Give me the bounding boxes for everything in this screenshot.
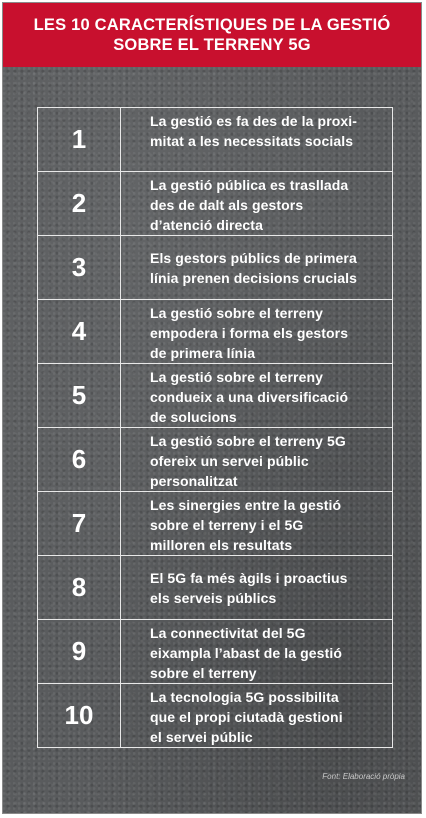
table-row [37,108,393,172]
title-banner [3,3,421,67]
row-number: 9 [37,620,121,683]
table-row [37,364,393,428]
source-note: Font: Elaboració pròpia [322,772,405,781]
row-text: La gestió sobre el terreny condueix a una diversificació de solucions [121,364,393,427]
characteristics-table [37,107,393,748]
title-line-1: LES 10 CARACTERÍSTIQUES DE LA GESTIÓ [33,16,391,34]
row-number: 5 [37,364,121,427]
row-number: 7 [37,492,121,555]
table-row [37,492,393,556]
title-line-2: SOBRE EL TERRENY 5G [113,36,311,54]
infographic [2,2,422,814]
row-text: Els gestors públics de primera línia prenen decisions crucials [121,236,393,299]
row-number: 3 [37,236,121,299]
row-number: 6 [37,428,121,491]
row-number: 1 [37,108,121,171]
table-row [37,620,393,684]
table-row [37,428,393,492]
row-text: La connectivitat del 5G eixampla l’abast de la gestió sobre el terreny [121,620,393,683]
chalkboard-panel [3,67,421,813]
row-number: 8 [37,556,121,619]
row-number: 10 [37,684,121,747]
table-row [37,236,393,300]
row-text: La gestió es fa des de la proxi- mitat a les necessitats socials [121,108,393,171]
row-text: La tecnologia 5G possibilita que el propi ciutadà gestioni el servei públic [121,684,393,747]
row-number: 4 [37,300,121,363]
table-row [37,684,393,748]
table-row [37,300,393,364]
table-row [37,556,393,620]
row-text: La gestió sobre el terreny 5G ofereix un servei públic personalitzat [121,428,393,491]
row-number: 2 [37,172,121,235]
row-text: El 5G fa més àgils i proactius els serveis públics [121,556,393,619]
row-text: Les sinergies entre la gestió sobre el terreny i el 5G milloren els resultats [121,492,393,555]
row-text: La gestió pública es trasllada des de dalt als gestors d’atenció directa [121,172,393,235]
row-text: La gestió sobre el terreny empodera i forma els gestors de primera línia [121,300,393,363]
table-row [37,172,393,236]
